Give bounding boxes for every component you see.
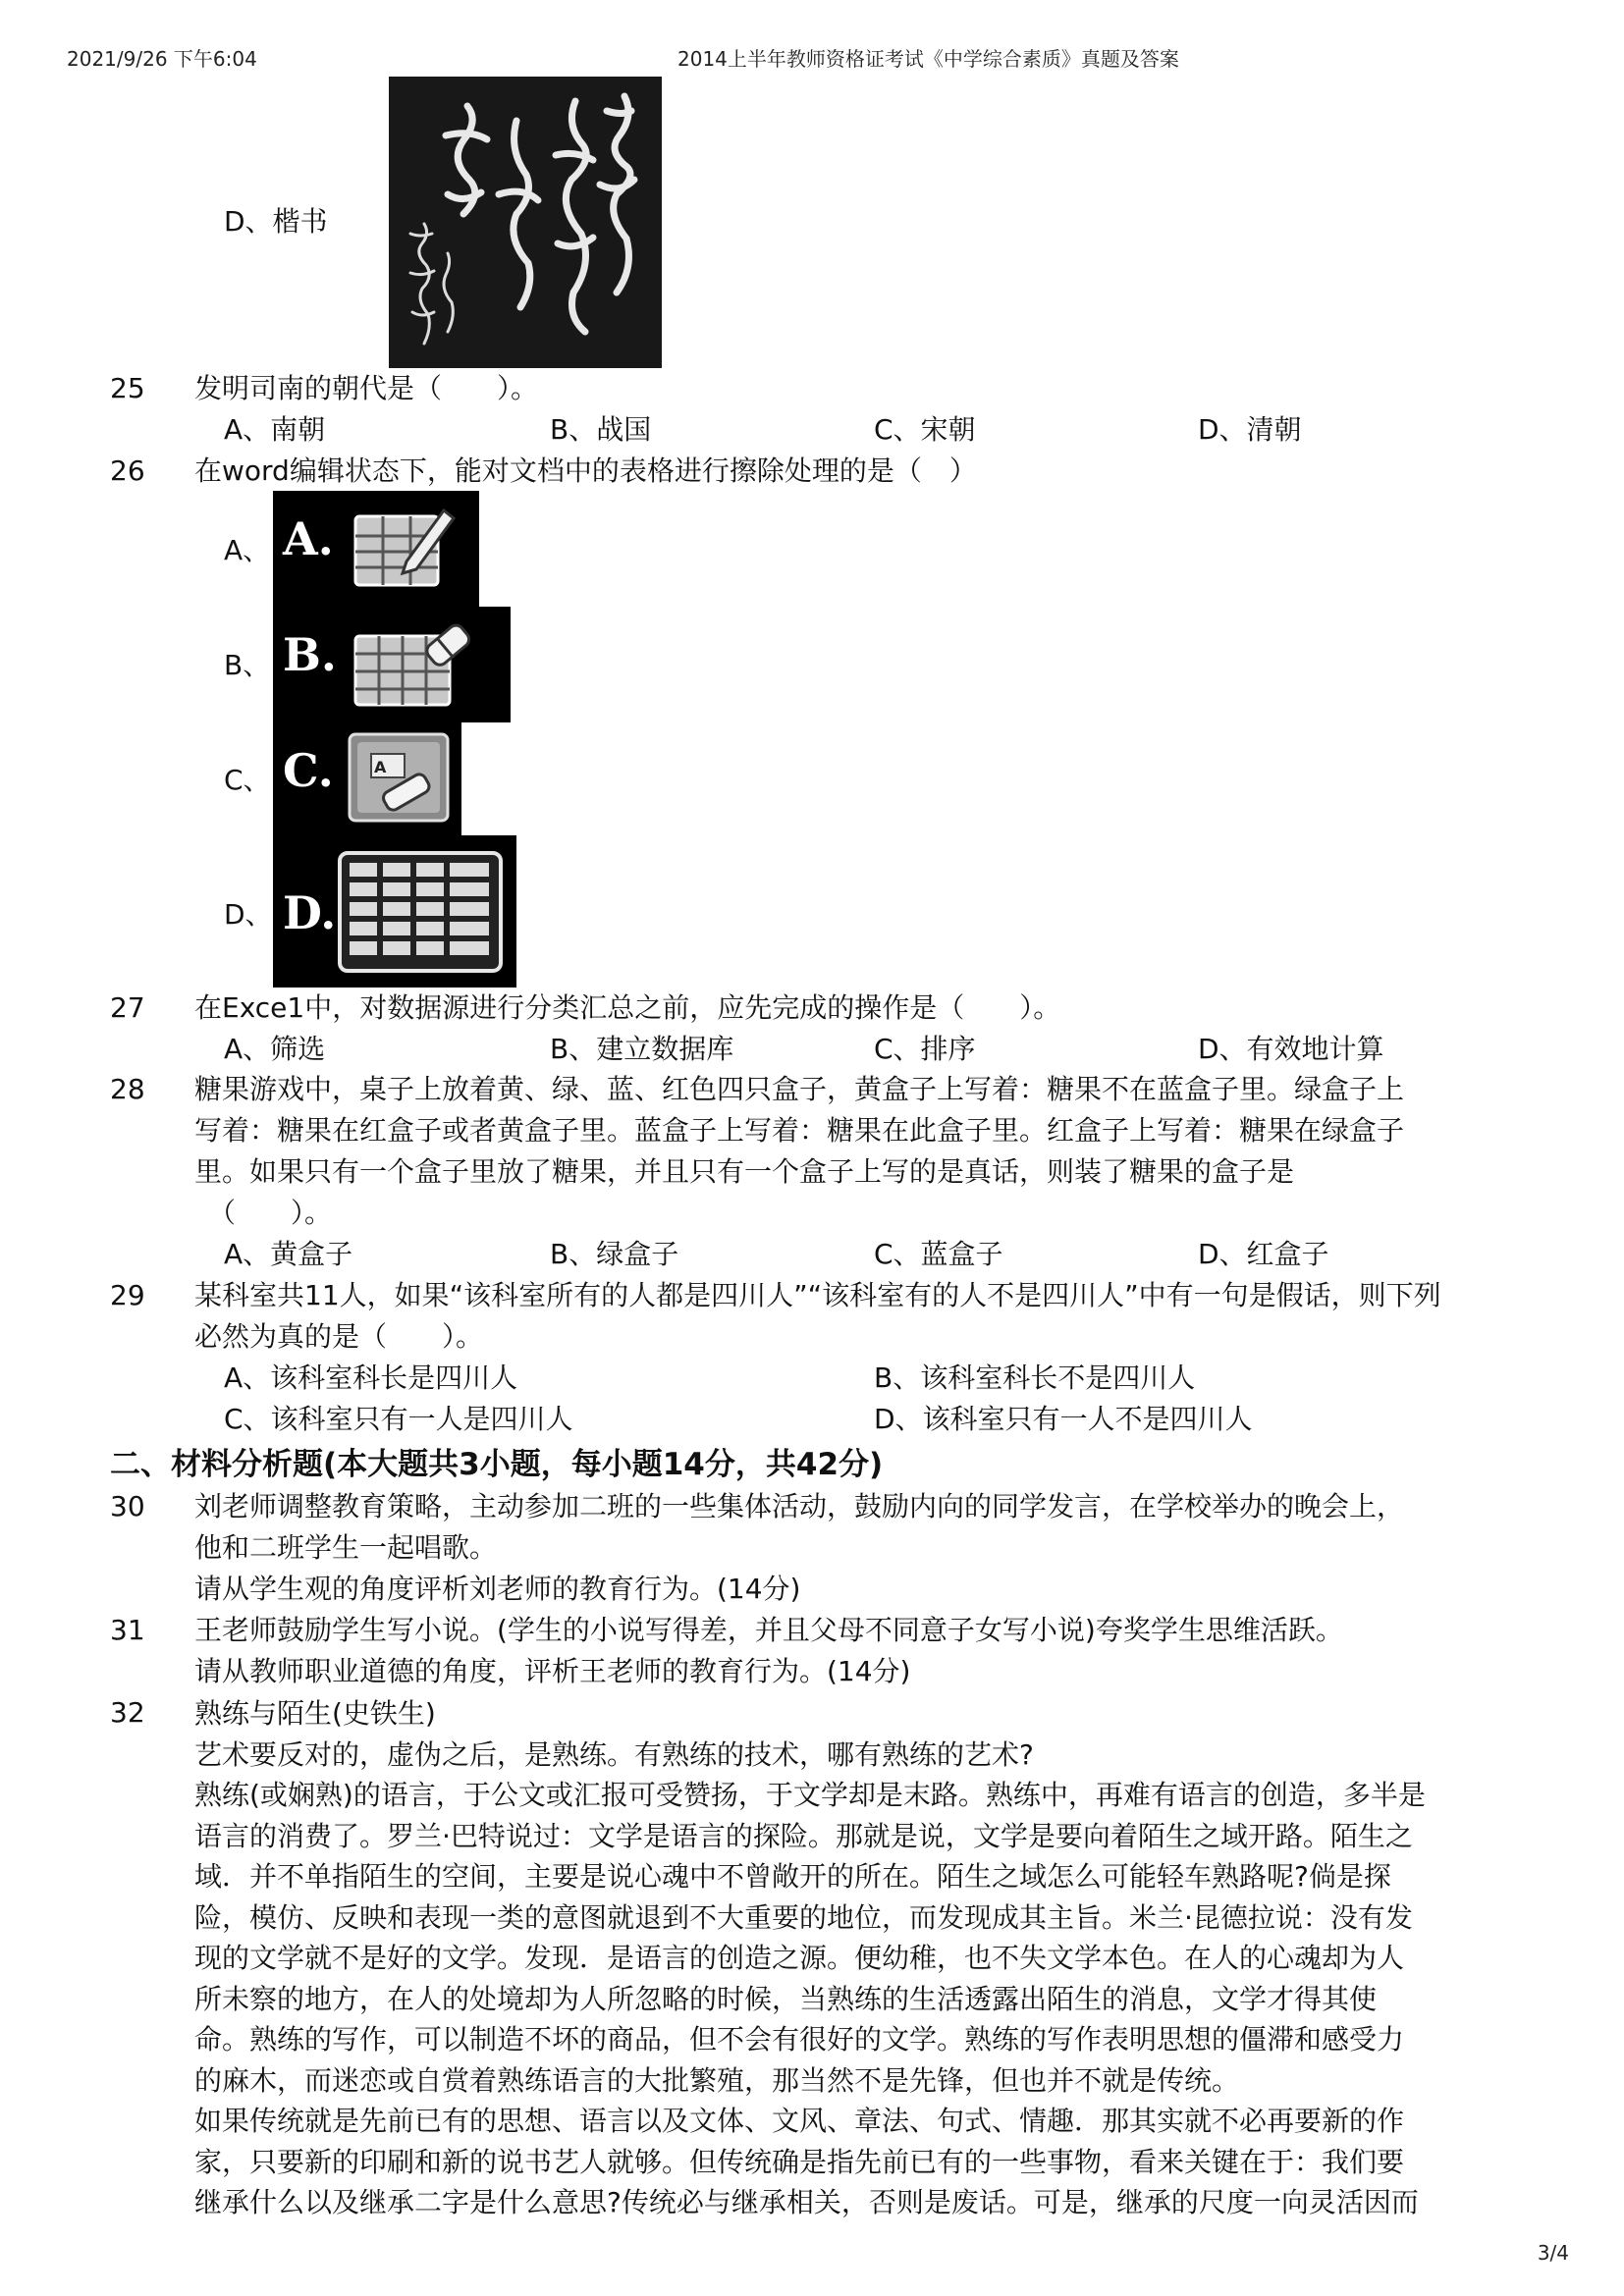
print-title: 2014上半年教师资格证考试《中学综合素质》真题及答案 [677,47,1179,71]
q29-option-d: D、该科室只有一人不是四川人 [874,1403,1253,1435]
q32-number: 32 [110,1696,145,1729]
q25-number: 25 [110,372,145,404]
q29-number: 29 [110,1279,145,1311]
q30-number: 30 [110,1490,145,1522]
q32-line: 语言的消费了。罗兰·巴特说过：文学是语言的探险。那就是说，文学是要向着陌生之域开路。陌生之 [194,1819,1413,1852]
q28-option-b: B、绿盒子 [550,1238,679,1270]
q32-line: 险，模仿、反映和表现一类的意图就退到不大重要的地位，而发现成其主旨。米兰·昆德拉说：没有发 [194,1900,1413,1934]
q25-option-b: B、战国 [550,413,652,446]
q32-line: 家，只要新的印刷和新的说书艺人就够。但传统确是指先前已有的一些事物，看来关键在于：我们要 [194,2145,1405,2178]
q28-line-4: （ ）。 [208,1197,333,1229]
q32-line: 现的文学就不是好的文学。发现．是语言的创造之源。便幼稚，也不失文学本色。在人的心魂却为人 [194,1942,1405,1974]
q26-option-c-label: C、 [224,764,271,796]
q28-line-1: 糖果游戏中，桌子上放着黄、绿、蓝、红色四只盒子，黄盒子上写着：糖果不在蓝盒子里。绿盒子上 [194,1073,1405,1105]
q32-line: 命。熟练的写作，可以制造不坏的商品，但不会有很好的文学。熟练的写作表明思想的僵滞和感受力 [194,2023,1405,2056]
q25-option-a: A、南朝 [224,413,326,446]
table-grid-icon [336,849,505,975]
q32-line: 域．并不单指陌生的空间，主要是说心魂中不曾敞开的所在。陌生之域怎么可能轻车熟路呢?倘是探 [194,1860,1391,1893]
q26-text: 在word编辑状态下，能对文档中的表格进行擦除处理的是（ ） [194,454,977,487]
q26-option-d-image [273,835,516,988]
q30-line-3: 请从学生观的角度评析刘老师的教育行为。(14分) [194,1573,801,1605]
q28-line-2: 写着：糖果在红盒子或者黄盒子里。蓝盒子上写着：糖果在此盒子里。红盒子上写着：糖果在绿盒子 [194,1114,1405,1147]
q26-option-b-label: B、 [224,649,271,681]
q24-option-d: D、楷书 [224,205,328,238]
q29-option-c: C、该科室只有一人是四川人 [224,1403,573,1435]
page-number: 3/4 [1537,2241,1569,2265]
q25-text: 发明司南的朝代是（ ）。 [194,372,539,404]
q27-text: 在Exce1中，对数据源进行分类汇总之前，应先完成的操作是（ ）。 [194,991,1061,1024]
q26-option-c-letter: C. [283,744,334,797]
q27-option-a: A、筛选 [224,1033,326,1065]
q32-line: 继承什么以及继承二字是什么意思?传统必与继承相关，否则是废话。可是，继承的尺度一向灵活因而 [194,2186,1419,2218]
q32-line: 熟练(或娴熟)的语言，于公文或汇报可受赞扬，于文学却是末路。熟练中，再难有语言的创造，多半是 [194,1779,1426,1811]
q30-line-1: 刘老师调整教育策略，主动参加二班的一些集体活动，鼓励内向的同学发言，在学校举办的晚会上， [194,1490,1405,1522]
q29-line-1: 某科室共11人，如果“该科室所有的人都是四川人”“该科室有的人不是四川人”中有一句是假话，则下列 [194,1279,1441,1311]
q32-passage [194,1693,1510,2223]
q29-line-2: 必然为真的是（ ）。 [194,1320,484,1353]
q26-option-a-image [273,491,479,607]
q31-number: 31 [110,1614,145,1646]
q26-option-b-letter: B. [283,628,337,681]
q26-number: 26 [110,454,145,487]
q25-option-c: C、宋朝 [874,413,976,446]
autoformat-icon [344,728,454,827]
q31-line-2: 请从教师职业道德的角度，评析王老师的教育行为。(14分) [194,1655,911,1687]
q26-option-a-label: A、 [224,534,271,566]
q25-option-d: D、清朝 [1198,413,1302,446]
q27-number: 27 [110,991,145,1024]
print-datetime: 2021/9/26 下午6:04 [67,47,257,71]
calligraphy-image [389,77,662,368]
q28-line-3: 里。如果只有一个盒子里放了糖果，并且只有一个盒子上写的是真话，则装了糖果的盒子是 [194,1155,1295,1188]
svg-text:A: A [374,758,387,776]
q26-option-d-letter: D. [283,886,337,939]
q27-option-d: D、有效地计算 [1198,1033,1384,1065]
q32-line: 所未察的地方，在人的处境却为人所忽略的时候，当熟练的生活透露出陌生的消息，文学才得其使 [194,1982,1378,2015]
q28-option-d: D、红盒子 [1198,1238,1329,1270]
q27-option-b: B、建立数据库 [550,1033,734,1065]
section-2-title: 二、材料分析题(本大题共3小题，每小题14分，共42分) [110,1447,884,1482]
q32-line: 艺术要反对的，虚伪之后，是熟练。有熟练的技术，哪有熟练的艺术? [194,1737,1034,1771]
q26-option-d-label: D、 [224,898,273,931]
q30-line-2: 他和二班学生一起唱歌。 [194,1531,498,1564]
q31-line-1: 王老师鼓励学生写小说。(学生的小说写得差，并且父母不同意子女写小说)夸奖学生思维活跃。 [194,1614,1343,1646]
q26-option-a-letter: A. [283,512,334,565]
q29-option-b: B、该科室科长不是四川人 [874,1362,1196,1394]
table-pencil-icon [352,501,460,595]
q32-line: 熟练与陌生(史铁生) [194,1697,436,1730]
q26-option-c-image [273,722,461,835]
q28-option-a: A、黄盒子 [224,1238,353,1270]
q28-number: 28 [110,1073,145,1105]
table-eraser-icon [352,614,479,713]
q32-line: 的麻木，而迷恋或自赏着熟练语言的大批繁殖，那当然不是先锋，但也并不就是传统。 [194,2063,1240,2097]
q27-option-c: C、排序 [874,1033,976,1065]
q29-option-a: A、该科室科长是四川人 [224,1362,518,1394]
q32-line: 如果传统就是先前已有的思想、语言以及文体、文风、章法、句式、情趣．那其实就不必再要新的作 [194,2105,1405,2137]
q26-option-b-image [273,607,511,722]
q28-option-c: C、蓝盒子 [874,1238,1003,1270]
